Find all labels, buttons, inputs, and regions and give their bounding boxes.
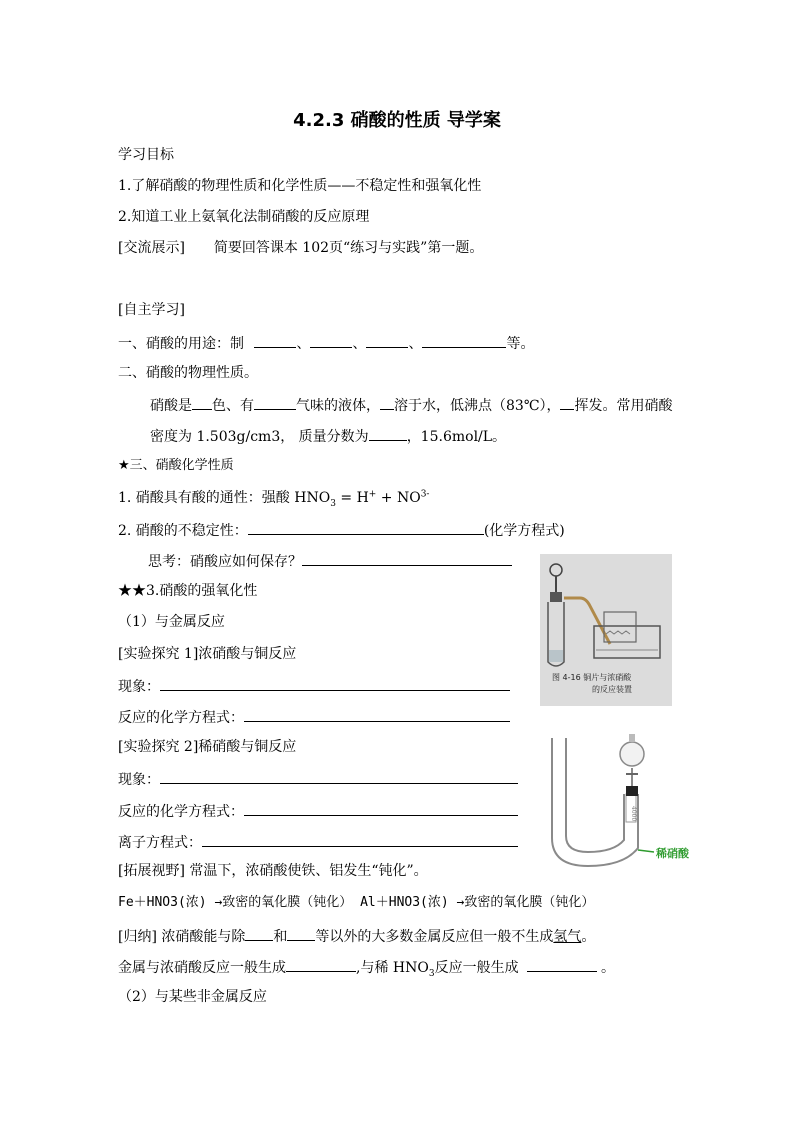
uses-suffix: 等。 [506, 336, 535, 352]
physical-text: 密度为 1.503g/cm3， 质量分数为 [150, 429, 369, 445]
physical-text: 挥发。常用硝酸 [574, 398, 673, 414]
phenomenon-label: 现象： [118, 772, 160, 788]
goal-item-2: 2.知道工业上氨氧化法制硝酸的反应原理 [118, 209, 370, 225]
phenomenon-label: 现象： [118, 679, 160, 695]
uses-sep: 、 [408, 336, 423, 352]
physical-text: 色、有 [212, 398, 254, 414]
acid-sup: + [368, 489, 377, 500]
apparatus-drawing [540, 554, 672, 706]
exp2-ionic [118, 832, 518, 852]
think-line [148, 551, 512, 571]
summary-text: 等以外的大多数金属反应但一般不生成 [315, 929, 554, 945]
exp1-heading: [实验探究 1]浓硝酸与铜反应 [118, 646, 297, 662]
acid-sup: 3- [420, 489, 430, 500]
products-blank-1[interactable] [286, 957, 356, 972]
ionic-label: 离子方程式： [118, 835, 202, 851]
exp2-phenomenon-blank[interactable] [160, 769, 518, 784]
unstable-blank[interactable] [248, 520, 484, 535]
think-label: 思考：硝酸应如何保存？ [148, 554, 302, 570]
exp1-equation [118, 707, 510, 727]
products-text: ,与稀 HNO [356, 960, 429, 976]
exchange-line [118, 239, 483, 257]
figure1-caption-1: 图 4-16 铜片与浓硝酸 [552, 673, 632, 682]
exp1-equation-blank[interactable] [244, 707, 510, 722]
figure1-caption-2: 的反应装置 [592, 685, 632, 694]
metal-heading: （1）与金属反应 [118, 614, 225, 630]
products-text: 。 [596, 960, 616, 976]
u-tube-drawing [542, 730, 712, 872]
think-blank[interactable] [302, 551, 512, 566]
summary-blank-1[interactable] [245, 926, 273, 941]
exp2-equation [118, 801, 518, 821]
mass-fraction-blank[interactable] [369, 426, 407, 441]
exp1-phenomenon [118, 676, 510, 696]
oxid-heading: ★★3.硝酸的强氧化性 [118, 583, 258, 599]
physical-heading: 二、硝酸的物理性质。 [118, 365, 258, 381]
summary-line [118, 926, 595, 946]
products-text: 金属与浓硝酸反应一般生成 [118, 960, 286, 976]
unstable-label: 2. 硝酸的不稳定性： [118, 523, 248, 539]
acid-line [118, 489, 429, 507]
uses-blank-1[interactable] [254, 333, 296, 348]
physical-text: 气味的液体， [296, 398, 380, 414]
odor-blank[interactable] [254, 395, 296, 410]
unstable-line [118, 520, 565, 540]
extend-line: [拓展视野] 常温下，浓硝酸使铁、铝发生“钝化”。 [118, 863, 428, 879]
hydrogen-word: 氢气 [553, 929, 582, 945]
page-title: 4.2.3 硝酸的性质 导学案 [293, 110, 501, 131]
equation-label: 反应的化学方程式： [118, 710, 244, 726]
summary-text: [归纳] 浓硝酸能与除 [118, 929, 246, 945]
unstable-note: (化学方程式) [483, 523, 565, 539]
u-tube-diagram [542, 730, 712, 872]
passivation-line: Fe＋HNO3(浓) →致密的氧化膜（钝化） Al＋HNO3(浓) →致密的氧化膜（钝化） [118, 895, 595, 910]
self-study-heading: [自主学习] [118, 302, 185, 318]
products-sub: 3 [428, 968, 435, 979]
chem-heading: ★三、硝酸化学性质 [118, 458, 234, 473]
products-blank-2[interactable] [527, 957, 597, 972]
volatility-blank[interactable] [560, 395, 574, 410]
summary-blank-2[interactable] [287, 926, 315, 941]
acid-text: = H [335, 490, 369, 506]
physical-text: 硝酸是 [150, 398, 192, 414]
uses-sep: 、 [296, 336, 311, 352]
uses-blank-2[interactable] [310, 333, 352, 348]
u-tube-scale: 4000 [630, 806, 637, 822]
physical-line-1 [150, 395, 672, 415]
physical-text: ，15.6mol/L。 [406, 429, 507, 445]
nonmetal-heading: （2）与某些非金属反应 [118, 989, 267, 1005]
uses-prefix: 一、硝酸的用途：制 [118, 336, 244, 352]
uses-sep: 、 [352, 336, 367, 352]
physical-text: 溶于水，低沸点（83℃）， [394, 398, 561, 414]
exp1-phenomenon-blank[interactable] [160, 676, 510, 691]
color-blank[interactable] [192, 395, 212, 410]
physical-line-2 [150, 426, 506, 446]
acid-text: 1. 硝酸具有酸的通性：强酸 HNO [118, 490, 331, 506]
dilute-acid-label: 稀硝酸 [656, 847, 689, 860]
products-text: 反应一般生成 [434, 960, 519, 976]
summary-text: 。 [581, 929, 596, 945]
goals-heading: 学习目标 [118, 147, 174, 163]
apparatus-photo [540, 554, 672, 706]
equation-label: 反应的化学方程式： [118, 804, 244, 820]
uses-line [118, 333, 534, 353]
exchange-text: 简要回答课本 102页“练习与实践”第一题。 [213, 240, 484, 256]
summary-text: 和 [273, 929, 288, 945]
exchange-label: [交流展示] [118, 240, 185, 256]
exp2-heading: [实验探究 2]稀硝酸与铜反应 [118, 739, 297, 755]
exp2-equation-blank[interactable] [244, 801, 518, 816]
exp2-ionic-blank[interactable] [202, 832, 518, 847]
exp2-phenomenon [118, 769, 518, 789]
products-line [118, 957, 615, 977]
solubility-blank[interactable] [380, 395, 394, 410]
uses-blank-4[interactable] [422, 333, 506, 348]
acid-text: + NO [376, 490, 421, 506]
acid-sub: 3 [330, 498, 336, 509]
uses-blank-3[interactable] [366, 333, 408, 348]
goal-item-1: 1.了解硝酸的物理性质和化学性质——不稳定性和强氧化性 [118, 178, 482, 194]
